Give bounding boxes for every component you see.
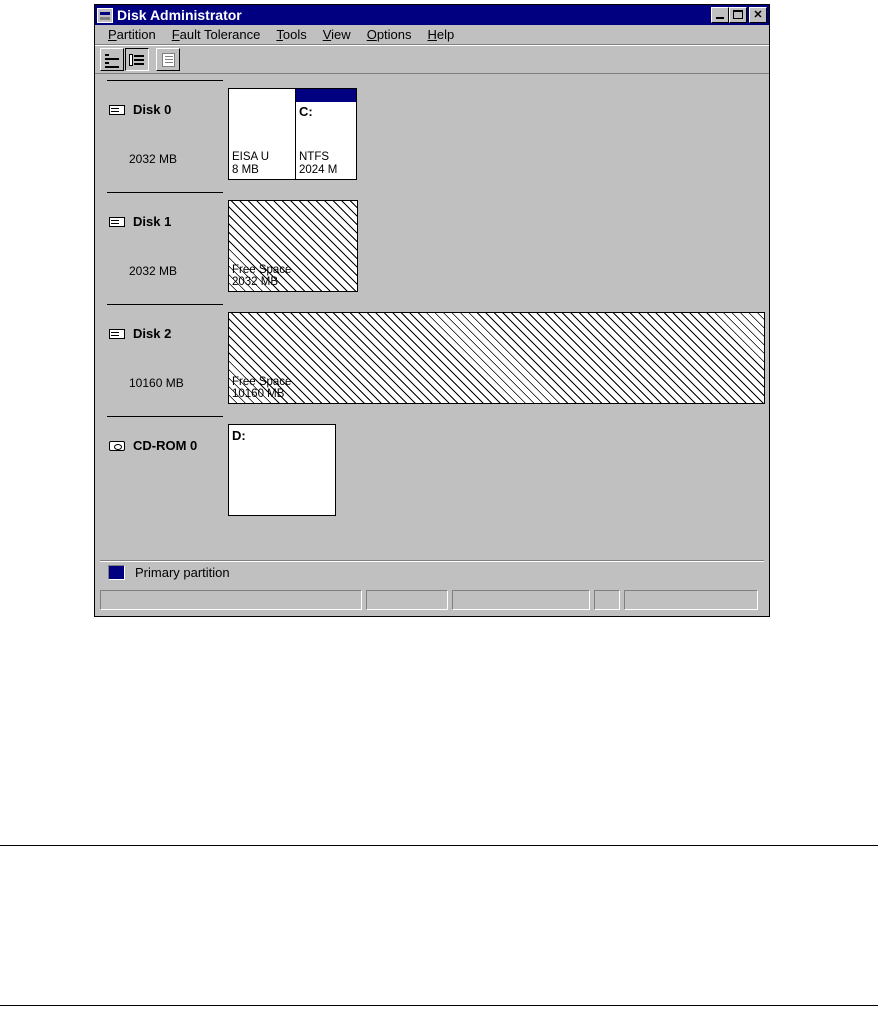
menu-options[interactable]: Options [366, 27, 412, 42]
status-bar [100, 590, 764, 610]
volumes-icon [129, 54, 145, 66]
hard-disk-icon [109, 217, 125, 227]
partition-eisa-utility[interactable] [228, 88, 296, 180]
disk-label-0 [109, 102, 171, 117]
disk-size: 2032 MB [129, 152, 178, 166]
cdrom-icon [109, 441, 125, 451]
maximize-button[interactable] [729, 7, 747, 23]
partition-body [229, 102, 295, 179]
disk-separator [107, 192, 223, 193]
partition-volume-label: D: [232, 428, 246, 443]
properties-icon [162, 53, 175, 67]
partition-info [299, 151, 337, 177]
disk-map-area [95, 74, 769, 526]
minimize-button[interactable] [711, 7, 729, 23]
window-controls [711, 7, 767, 23]
legend-swatch-primary [108, 565, 125, 580]
status-pane-2 [366, 590, 448, 610]
toolbar [95, 45, 769, 74]
page-divider-top [0, 845, 878, 846]
partition-fs: NTFS [299, 151, 330, 163]
partition-fs: EISA U [232, 151, 270, 163]
partition-size: 8 MB [232, 164, 259, 176]
disk-label-2 [109, 326, 171, 341]
disk-name: Disk 0 [133, 102, 172, 117]
page-divider-bottom [0, 1005, 878, 1006]
menu-help[interactable]: Help [427, 27, 455, 42]
properties-button[interactable] [156, 48, 180, 71]
list-lines-icon [105, 54, 119, 66]
status-pane-3 [452, 590, 590, 610]
disk-name: CD-ROM 0 [133, 438, 198, 453]
status-pane-5 [624, 590, 758, 610]
window-title: Disk Administrator [117, 7, 242, 23]
partition-volume-label: C: [299, 104, 313, 119]
status-pane-1 [100, 590, 362, 610]
legend-label-primary: Primary partition [135, 565, 230, 580]
disk-row-cdrom [95, 416, 769, 526]
partition-free-space[interactable] [228, 200, 358, 292]
menu-bar [95, 25, 769, 45]
close-icon: ✕ [753, 9, 763, 21]
disk-size: 10160 MB [129, 376, 184, 390]
partition-body [296, 102, 356, 179]
disk-separator [107, 80, 223, 81]
partition-color-cap [229, 89, 295, 102]
disk-configuration-view-button[interactable] [100, 48, 124, 71]
disk-name: Disk 2 [133, 326, 172, 341]
free-space-label: Free Space [232, 264, 292, 276]
menu-partition[interactable]: Partition [108, 27, 156, 42]
maximize-icon [733, 10, 743, 19]
menu-tools[interactable]: Tools [276, 27, 307, 42]
volume-d-drive[interactable] [228, 424, 336, 516]
disk-administrator-icon[interactable] [97, 8, 113, 23]
volumes-view-button[interactable] [125, 48, 149, 71]
partition-body [229, 425, 335, 502]
legend [100, 560, 764, 584]
minimize-icon [716, 17, 724, 19]
partition-free-space[interactable] [228, 312, 765, 404]
disk-row-1 [95, 192, 769, 304]
status-pane-4 [594, 590, 620, 610]
disk-separator [107, 304, 223, 305]
menu-view[interactable]: View [322, 27, 351, 42]
disk-row-0 [95, 80, 769, 192]
free-space-size: 2032 MB [232, 276, 279, 288]
disk-administrator-window [94, 4, 770, 617]
hard-disk-icon [109, 105, 125, 115]
close-button[interactable] [749, 7, 767, 23]
partition-size: 2024 M [299, 164, 338, 176]
hard-disk-icon [109, 329, 125, 339]
free-space-label: Free Space [232, 376, 292, 388]
partition-color-cap [296, 89, 356, 102]
menu-fault-tolerance[interactable]: Fault Tolerance [171, 27, 261, 42]
title-bar[interactable] [95, 5, 769, 25]
partition-info [232, 151, 269, 177]
free-space-size: 10160 MB [232, 388, 285, 400]
disk-label-cdrom [109, 438, 197, 453]
disk-size: 2032 MB [129, 264, 178, 278]
disk-separator [107, 416, 223, 417]
disk-row-2 [95, 304, 769, 416]
partition-c-drive[interactable] [295, 88, 357, 180]
disk-name: Disk 1 [133, 214, 172, 229]
disk-label-1 [109, 214, 171, 229]
